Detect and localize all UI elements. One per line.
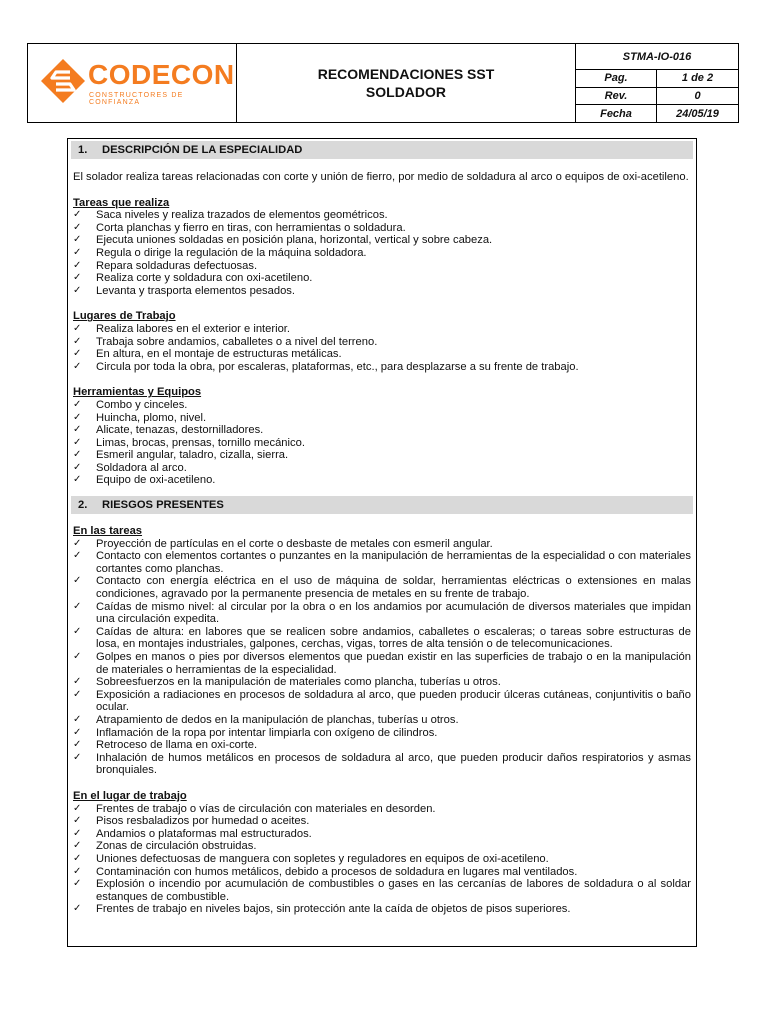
meta-label: Fecha (576, 105, 657, 122)
checklist-item: ✓ Caídas de mismo nivel: al circular por la obra o en los andamios por acumulación de diversos materiales que impidan una circulación expedita. (73, 601, 691, 626)
meta-row-rev (576, 88, 738, 106)
checklist-item: ✓ Contacto con elementos cortantes o punzantes en la manipulación de herramientas de la especialidad o con materiales cortantes como planchas. (73, 550, 691, 575)
checklist-item: ✓ Regula o dirige la regulación de la máquina soldadora. (73, 247, 691, 260)
meta-value: 1 de 2 (681, 72, 714, 85)
logo-tagline: CONSTRUCTORES DE CONFIANZA (89, 92, 184, 106)
section-number: 1. (78, 144, 88, 156)
meta-value: 24/05/19 (676, 107, 719, 120)
subsection-title: Lugares de Trabajo (73, 310, 176, 323)
checklist-item: ✓ Limas, brocas, prensas, tornillo mecánico. (73, 437, 691, 450)
meta-row-date (576, 105, 738, 122)
section-title: RIESGOS PRESENTES (102, 499, 224, 512)
checklist-item: ✓ Soldadora al arco. (73, 462, 691, 475)
meta-value: 0 (694, 90, 701, 102)
section-heading (71, 141, 693, 159)
checklist-item: ✓ Huincha, plomo, nivel. (73, 412, 691, 425)
checklist (73, 538, 691, 777)
meta-row-page (576, 70, 738, 88)
subsection-title: En las tareas (73, 525, 143, 538)
checklist-item: ✓ Pisos resbaladizos por humedad o aceites. (73, 815, 691, 828)
checklist (73, 803, 691, 916)
checklist-item: ✓ Golpes en manos o pies por diversos elementos que puedan existir en las superficies de trabajo o en la manipulación de materiales o herramientas de la especialidad. (73, 651, 691, 676)
checklist-item: ✓ Contaminación con humos metálicos, debido a procesos de soldadura en lugares mal ventilados. (73, 866, 691, 879)
checklist-item: ✓ Repara soldaduras defectuosas. (73, 260, 691, 273)
meta-label: Rev. (576, 88, 657, 105)
document-meta (576, 44, 738, 122)
section-heading (71, 496, 693, 514)
checklist-item: ✓ Trabaja sobre andamios, caballetes o a nivel del terreno. (73, 336, 691, 349)
checklist-item: ✓ Exposición a radiaciones en procesos de soldadura al arco, que pueden producir úlceras cutáneas, conjuntivitis o baño ocular. (73, 689, 691, 714)
title-line-1: RECOMENDACIONES SST (317, 66, 495, 82)
logo-cell (28, 44, 237, 122)
document-title (237, 44, 576, 122)
checklist-item: ✓ Andamios o plataformas mal estructurados. (73, 828, 691, 841)
checklist-item: ✓ Realiza labores en el exterior e interior. (73, 323, 691, 336)
doc-code: STMA-IO-016 (576, 44, 738, 70)
checklist-item: ✓ Caídas de altura: en labores que se realicen sobre andamios, caballetes o escaleras; o tareas sobre estructuras de losa, en montajes industriales, galpones, cerchas, vigas, torres de alta tensión o de telecomunicaciones. (73, 626, 691, 651)
document-body (67, 138, 697, 947)
checklist-item: ✓ Levanta y trasporta elementos pesados. (73, 285, 691, 298)
subsection-title: Herramientas y Equipos (73, 386, 202, 399)
subsection-title: En el lugar de trabajo (73, 789, 187, 802)
checklist-item: ✓ Corta planchas y fierro en tiras, con herramientas o soldadura. (73, 222, 691, 235)
checklist-item: ✓ Sobreesfuerzos en la manipulación de materiales como plancha, tuberías u otros. (73, 676, 691, 689)
checklist-item: ✓ Inhalación de humos metálicos en procesos de soldadura al arco, que pueden producir daños respiratorios y asmas bronquiales. (73, 752, 691, 777)
subsection-title: Tareas que realiza (73, 196, 170, 209)
checklist-item: ✓ Retroceso de llama en oxi-corte. (73, 739, 691, 752)
checklist-item: ✓ Esmeril angular, taladro, cizalla, sierra. (73, 449, 691, 462)
checklist-item: ✓ Proyección de partículas en el corte o desbaste de metales con esmeril angular. (73, 538, 691, 551)
checklist-item: ✓ Circula por toda la obra, por escaleras, plataformas, etc., para desplazarse a su frente de trabajo. (73, 361, 691, 374)
checklist-item: ✓ En altura, en el montaje de estructuras metálicas. (73, 348, 691, 361)
checklist-item: ✓ Frentes de trabajo o vías de circulación con materiales en desorden. (73, 803, 691, 816)
checklist-item: ✓ Alicate, tenazas, destornilladores. (73, 424, 691, 437)
checklist-item: ✓ Realiza corte y soldadura con oxi-acetileno. (73, 272, 691, 285)
checklist-item: ✓ Ejecuta uniones soldadas en posición plana, horizontal, vertical y sobre cabeza. (73, 234, 691, 247)
checklist-item: ✓ Equipo de oxi-acetileno. (73, 474, 691, 487)
section-title: DESCRIPCIÓN DE LA ESPECIALIDAD (102, 144, 303, 156)
meta-label: Pag. (576, 70, 657, 87)
checklist-item: ✓ Explosión o incendio por acumulación de combustibles o gases en las cercanías de labores de soldadura o al soldar estanques de combustible. (73, 878, 691, 903)
logo-name: CODECON (88, 59, 235, 90)
checklist (73, 209, 691, 297)
checklist (73, 399, 691, 487)
checklist-item: ✓ Atrapamiento de dedos en la manipulación de planchas, tuberías u otros. (73, 714, 691, 727)
checklist-item: ✓ Frentes de trabajo en niveles bajos, sin protección ante la caída de objetos de pisos superiores. (73, 903, 691, 916)
checklist-item: ✓ Uniones defectuosas de manguera con sopletes y reguladores en equipos de oxi-acetileno. (73, 853, 691, 866)
document-header (27, 43, 739, 123)
checklist-item: ✓ Combo y cinceles. (73, 399, 691, 412)
checklist (73, 323, 691, 373)
checklist-item: ✓ Contacto con energía eléctrica en el uso de máquina de soldar, herramientas eléctricas o extensiones en malas condiciones, agravado por la permanente presencia de metales en su frente de trabajo. (73, 575, 691, 600)
section-intro: El solador realiza tareas relacionadas con corte y unión de fierro, por medio de soldadura al arco o equipos de oxi-acetileno. (73, 171, 689, 183)
checklist-item: ✓ Saca niveles y realiza trazados de elementos geométricos. (73, 209, 691, 222)
codecon-logo-icon (40, 58, 86, 104)
checklist-item: ✓ Zonas de circulación obstruidas. (73, 840, 691, 853)
section-number: 2. (78, 499, 88, 512)
checklist-item: ✓ Inflamación de la ropa por intentar limpiarla con oxígeno de cilindros. (73, 727, 691, 740)
title-line-2: SOLDADOR (365, 84, 447, 100)
